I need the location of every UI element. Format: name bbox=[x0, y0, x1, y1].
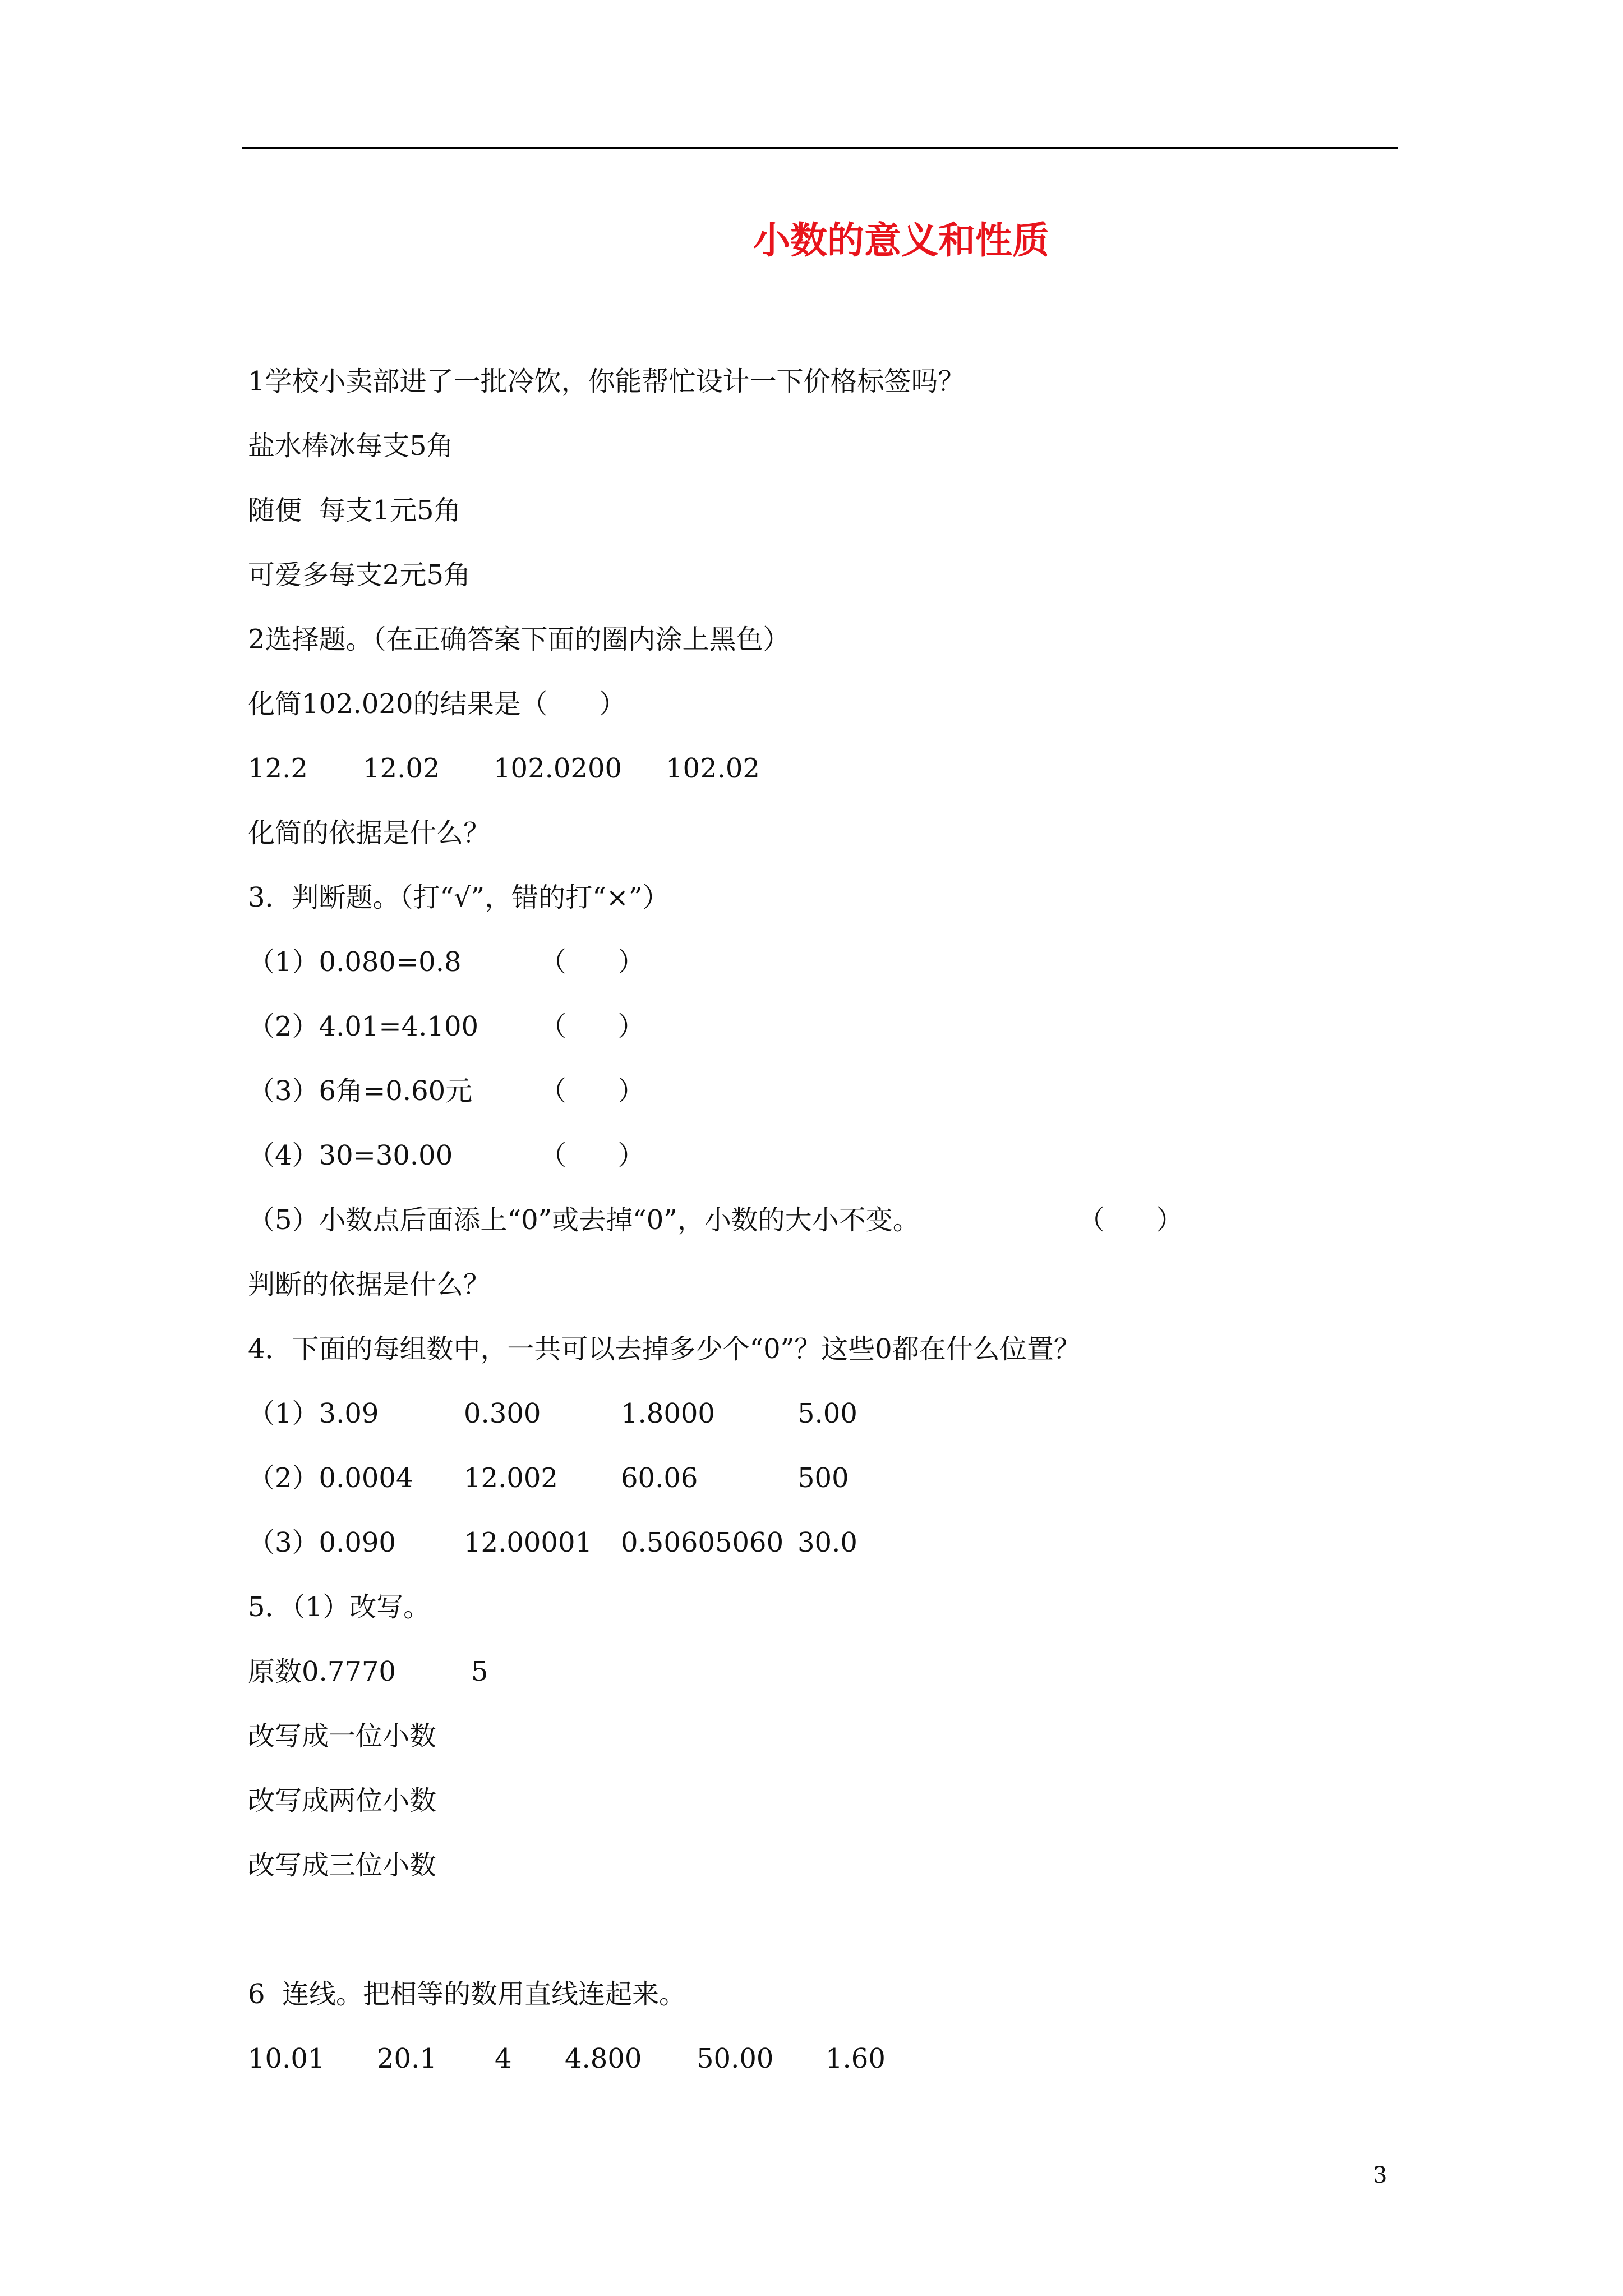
q3-followup: 判断的依据是什么？ bbox=[248, 1269, 491, 1300]
q1-prompt: 1学校小卖部进了一批冷饮，你能帮忙设计一下价格标签吗？ bbox=[248, 366, 965, 397]
q6-prompt: 6 连线。把相等的数用直线连起来。 bbox=[248, 1978, 686, 2010]
header-rule bbox=[242, 147, 1398, 149]
q3-prompt: 3．判断题。（打“√”，错的打“×”） bbox=[248, 882, 670, 913]
q2-option-2: 12.02 bbox=[363, 753, 440, 784]
q4-row-3-cell-3: 0.50605060 bbox=[621, 1527, 784, 1558]
q4-row-1-cell-3: 1.8000 bbox=[621, 1398, 715, 1429]
q3-item-4-text: （4）30=30.00 bbox=[248, 1140, 453, 1171]
q4-row-1-cell-2: 0.300 bbox=[464, 1398, 541, 1429]
q5-item-3: 改写成三位小数 bbox=[248, 1849, 437, 1881]
q3-item-3-bracket: （ ） bbox=[540, 1075, 645, 1107]
q4-row-2-cell-1: （2）0.0004 bbox=[248, 1462, 413, 1494]
q3-item-1-bracket: （ ） bbox=[540, 946, 645, 978]
q4-row-2-cell-4: 500 bbox=[797, 1462, 849, 1494]
q5-item-1: 改写成一位小数 bbox=[248, 1720, 437, 1752]
q3-item-1-text: （1）0.080=0.8 bbox=[248, 946, 462, 978]
page-title: 小数的意义和性质 bbox=[753, 219, 1049, 262]
q3-item-4-bracket: （ ） bbox=[540, 1140, 645, 1171]
q3-item-5-bracket: （ ） bbox=[1078, 1204, 1183, 1236]
q2-prompt: 2选择题。（在正确答案下面的圈内涂上黑色） bbox=[248, 624, 790, 655]
q3-item-5-text: （5）小数点后面添上“0”或去掉“0”，小数的大小不变。 bbox=[248, 1204, 920, 1236]
page-number: 3 bbox=[1373, 2162, 1387, 2188]
q2-option-1: 12.2 bbox=[248, 753, 308, 784]
q6-number-6: 1.60 bbox=[826, 2043, 886, 2074]
q1-item-3: 可爱多每支2元5角 bbox=[248, 559, 471, 591]
q1-item-2: 随便 每支1元5角 bbox=[248, 495, 461, 526]
q4-row-1-cell-4: 5.00 bbox=[797, 1398, 857, 1429]
q2-option-4: 102.02 bbox=[666, 753, 760, 784]
q4-row-3-cell-4: 30.0 bbox=[797, 1527, 857, 1558]
q6-number-4: 4.800 bbox=[565, 2043, 642, 2074]
q2-question: 化简102.020的结果是（ ） bbox=[248, 688, 626, 720]
q6-number-2: 20.1 bbox=[377, 2043, 437, 2074]
q5-prompt: 5．（1）改写。 bbox=[248, 1591, 431, 1623]
q1-item-1: 盐水棒冰每支5角 bbox=[248, 430, 454, 462]
q2-option-3: 102.0200 bbox=[494, 753, 623, 784]
q4-row-3-cell-1: （3）0.090 bbox=[248, 1527, 396, 1558]
q5-original-second: 5 bbox=[471, 1656, 488, 1687]
q6-number-1: 10.01 bbox=[248, 2043, 325, 2074]
q6-number-3: 4 bbox=[495, 2043, 512, 2074]
q3-item-3-text: （3）6角=0.60元 bbox=[248, 1075, 473, 1107]
q4-row-1-cell-1: （1）3.09 bbox=[248, 1398, 379, 1429]
q4-row-2-cell-3: 60.06 bbox=[621, 1462, 698, 1494]
q4-row-3-cell-2: 12.00001 bbox=[464, 1527, 593, 1558]
q4-row-2-cell-2: 12.002 bbox=[464, 1462, 558, 1494]
q4-prompt: 4．下面的每组数中，一共可以去掉多少个“0”？这些0都在什么位置？ bbox=[248, 1333, 1081, 1365]
q5-item-2: 改写成两位小数 bbox=[248, 1785, 437, 1816]
q5-original-label: 原数0.7770 bbox=[248, 1656, 396, 1687]
q6-numbers bbox=[248, 2042, 886, 2277]
q6-number-5: 50.00 bbox=[697, 2043, 774, 2074]
q3-item-2-text: （2）4.01=4.100 bbox=[248, 1011, 479, 1042]
q2-followup: 化简的依据是什么？ bbox=[248, 817, 491, 849]
q3-item-2-bracket: （ ） bbox=[540, 1011, 645, 1042]
